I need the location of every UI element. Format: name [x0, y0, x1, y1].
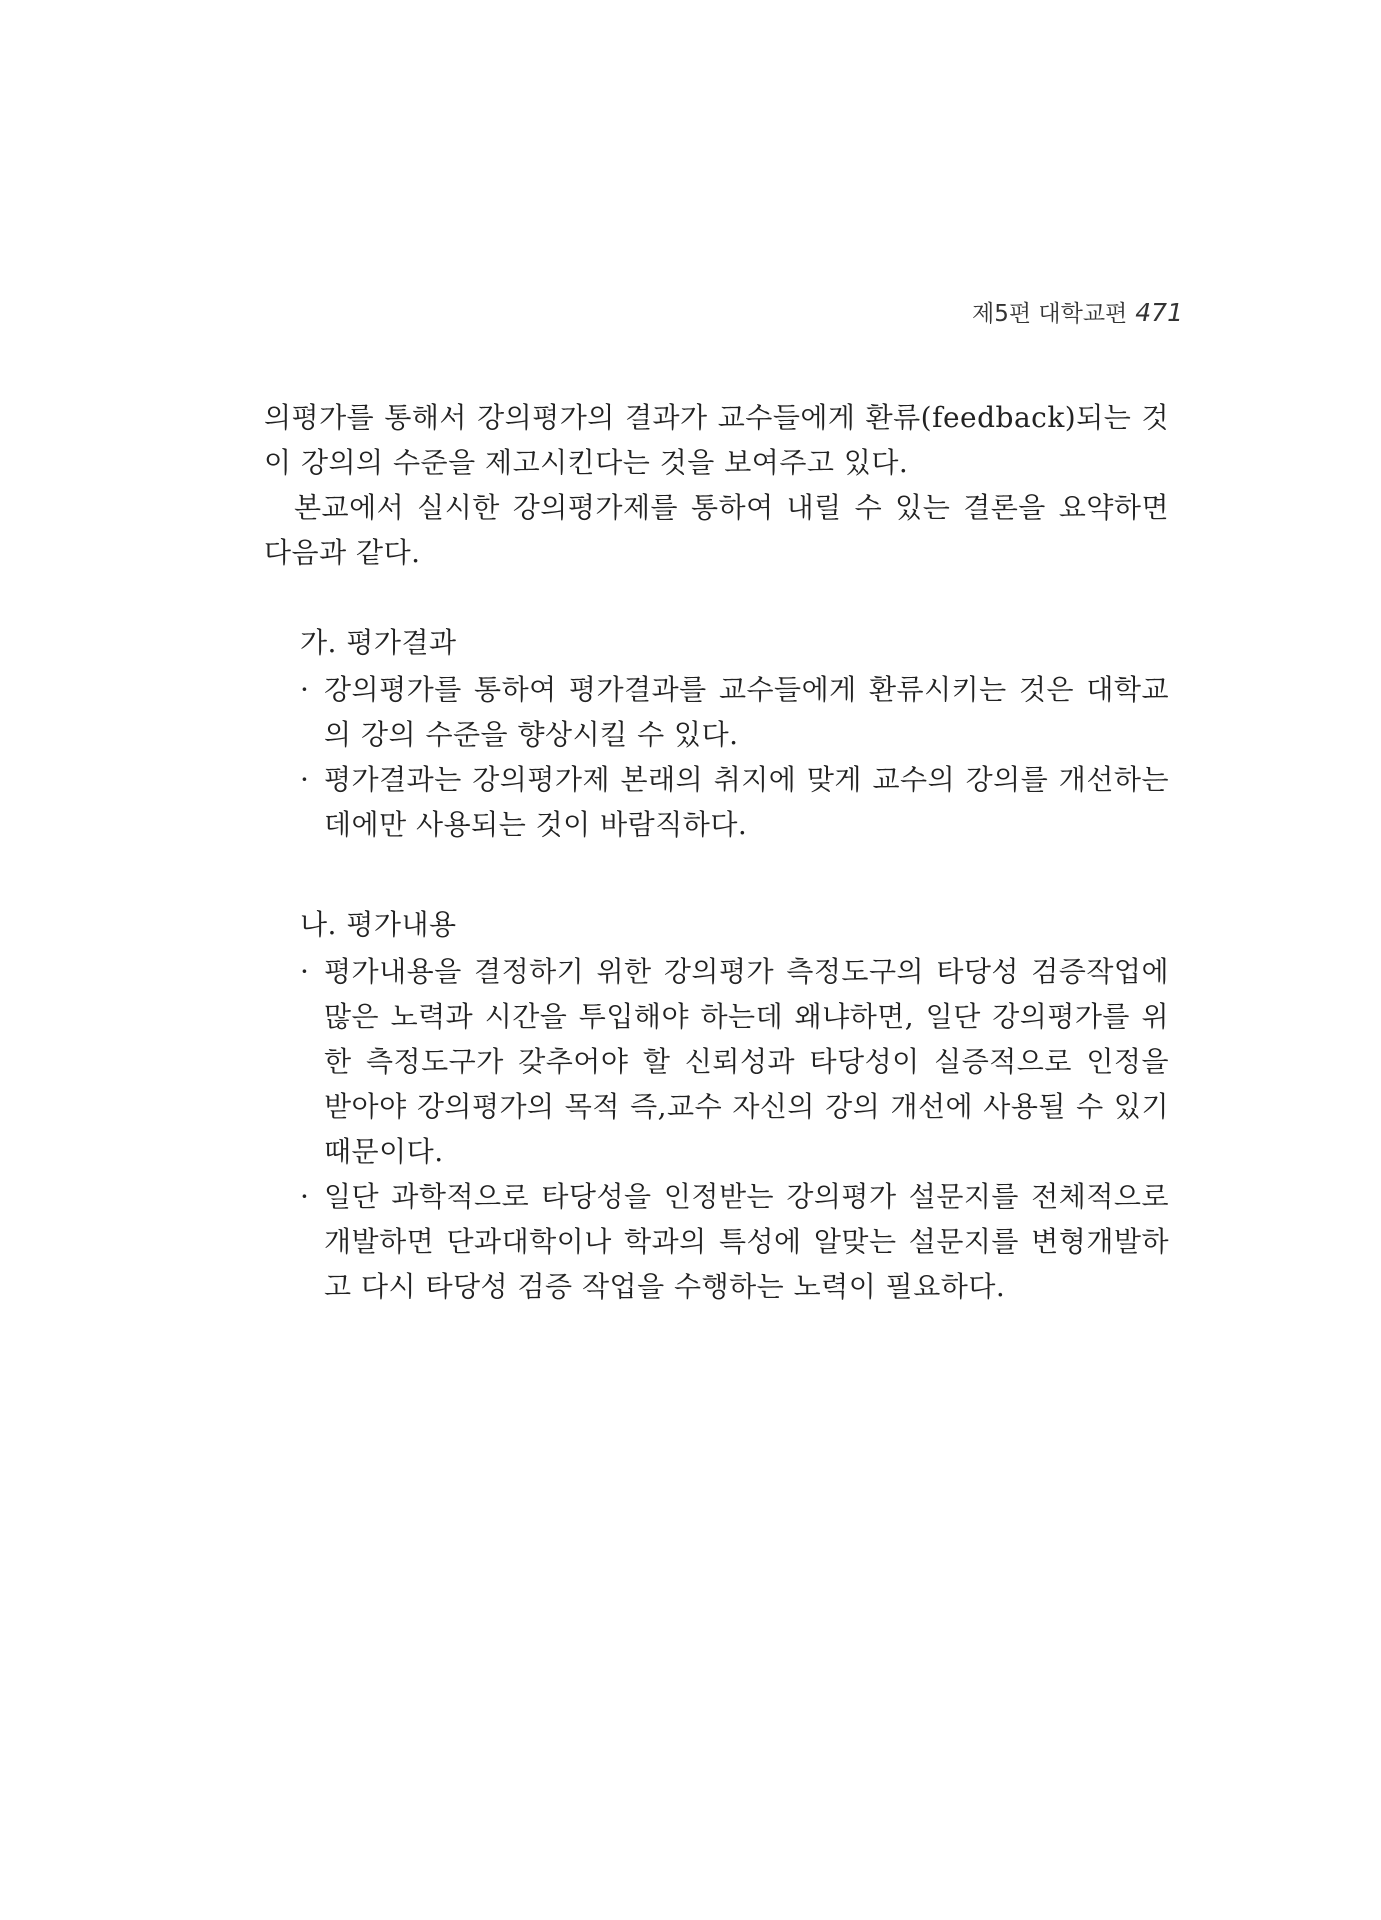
section-evaluation-results — [300, 620, 1169, 847]
section-heading: 나. 평가내용 — [300, 908, 457, 941]
paragraph-summary-intro: 본교에서 실시한 강의평가제를 통하여 내릴 수 있는 결론을 요약하면 다음과 같다. — [264, 491, 1169, 569]
page-number: 471 — [1135, 298, 1183, 327]
running-title: 제5편 대학교편 — [972, 301, 1128, 327]
section-evaluation-content — [300, 902, 1169, 1309]
bullet-mark: · — [300, 955, 310, 988]
list-item — [300, 1174, 1169, 1309]
list-item-text: 평가결과는 강의평가제 본래의 취지에 맞게 교수의 강의를 개선하는 데에만 사용되는 것이 바람직하다. — [324, 763, 1169, 841]
section-heading: 가. 평가결과 — [300, 626, 457, 659]
bullet-mark: · — [300, 673, 310, 706]
paragraph-continued: 의평가를 통해서 강의평가의 결과가 교수들에게 환류(feedback)되는 것이 강의의 수준을 제고시킨다는 것을 보여주고 있다. — [264, 401, 1169, 479]
bullet-mark: · — [300, 763, 310, 796]
running-header — [972, 295, 1183, 328]
list-item — [300, 949, 1169, 1174]
list-item-text: 평가내용을 결정하기 위한 강의평가 측정도구의 타당성 검증작업에 많은 노력과 시간을 투입해야 하는데 왜냐하면, 일단 강의평가를 위한 측정도구가 갖추어야 할 신뢰성과 타당성이 실증적으로 인정을 받아야 강의평가의 목적 즉,교수 자신의 강의 개선에 사용될 수 있기 때문이다. — [324, 955, 1169, 1168]
list-item — [300, 667, 1169, 757]
list-item-text: 강의평가를 통하여 평가결과를 교수들에게 환류시키는 것은 대학교의 강의 수준을 향상시킬 수 있다. — [324, 673, 1169, 751]
list-item-text: 일단 과학적으로 타당성을 인정받는 강의평가 설문지를 전체적으로 개발하면 단과대학이나 학과의 특성에 알맞는 설문지를 변형개발하고 다시 타당성 검증 작업을 수행하는 노력이 필요하다. — [324, 1180, 1169, 1303]
bullet-mark: · — [300, 1180, 310, 1213]
list-item — [300, 757, 1169, 847]
